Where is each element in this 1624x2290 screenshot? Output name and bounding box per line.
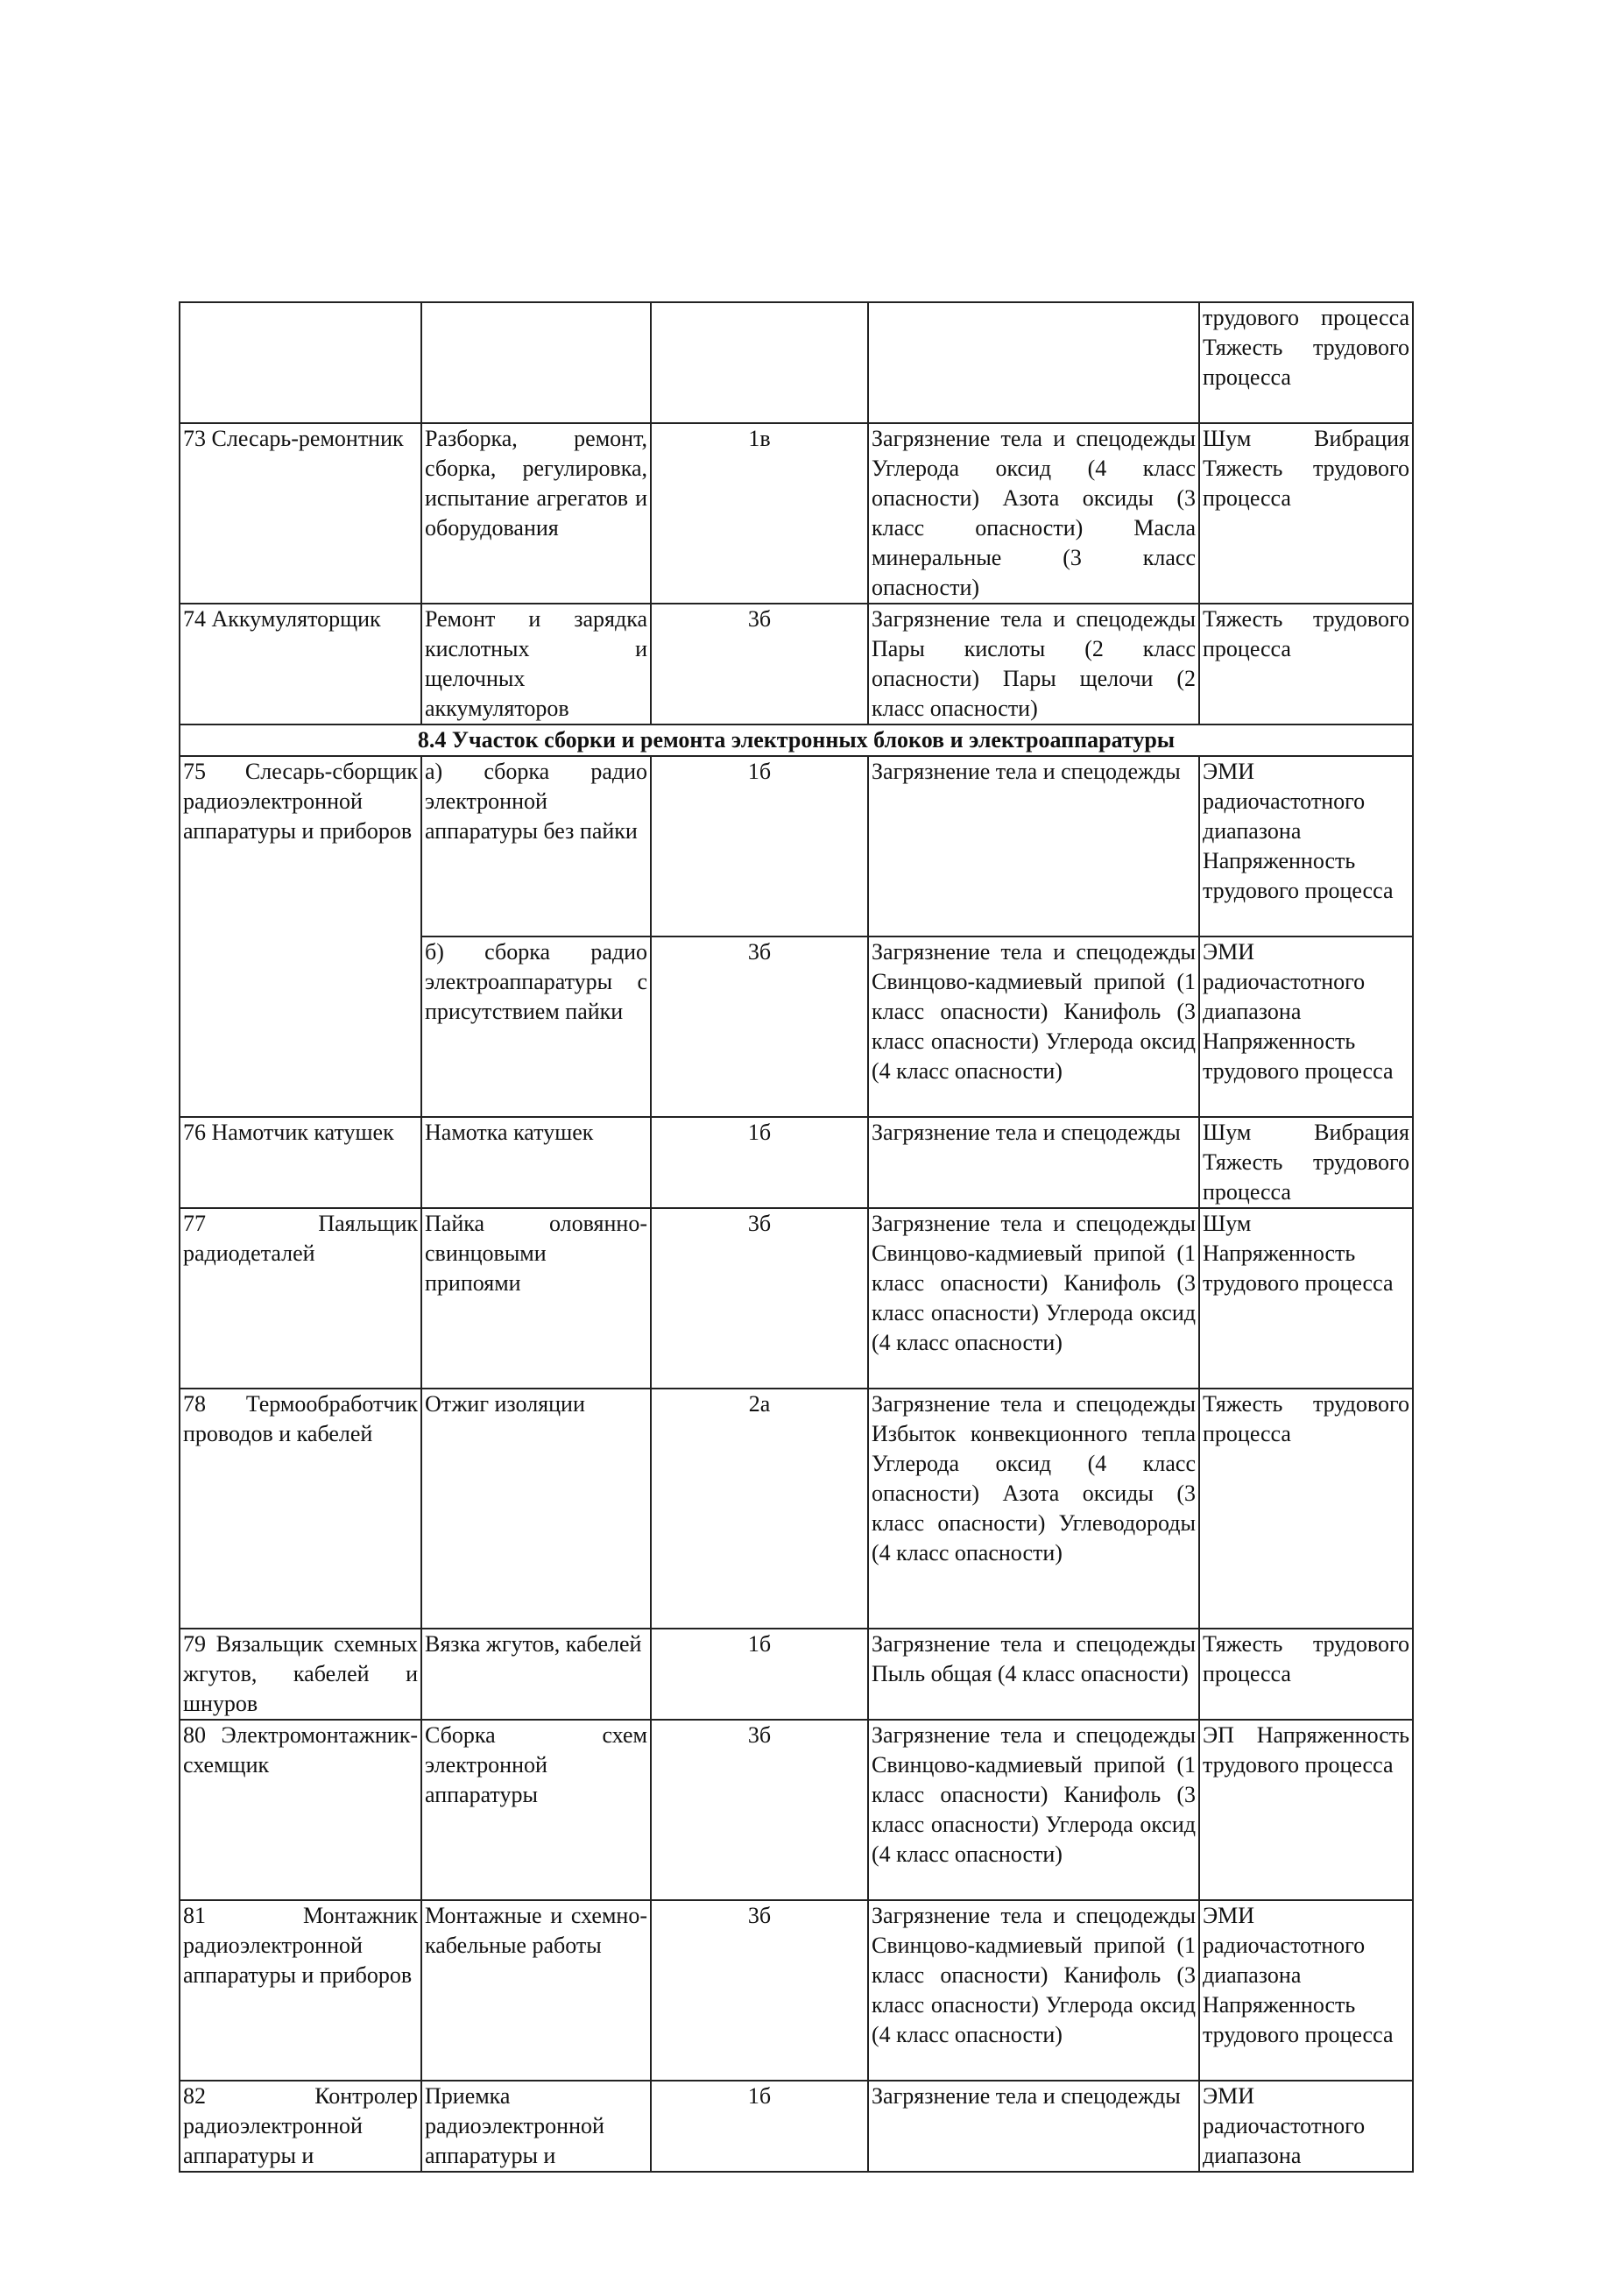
factors-cell: трудового процесса Тяжесть трудового процесса [1199, 302, 1413, 423]
table-row [180, 1389, 1413, 1629]
table-row [180, 1629, 1413, 1720]
factors-cell: ЭМИ радиочастотного диапазона Напряженность трудового процесса [1199, 756, 1413, 936]
factors-cell: Тяжесть трудового процесса [1199, 1629, 1413, 1720]
table-row [180, 423, 1413, 604]
code-cell: 1б [651, 756, 868, 936]
profession-cell [180, 302, 421, 423]
profession-cell: 79 Вязальщик схемных жгутов, кабелей и шнуров [180, 1629, 421, 1720]
pollution-cell: Загрязнение тела и спецодежды [868, 2081, 1199, 2172]
profession-cell: 81 Монтажник радиоэлектронной аппаратуры и приборов [180, 1900, 421, 2081]
work-cell: Ремонт и зарядка кислотных и щелочных аккумуляторов [421, 604, 651, 724]
profession-cell: 73 Слесарь-ремонтник [180, 423, 421, 604]
factors-cell: ЭМИ радиочастотного диапазона [1199, 2081, 1413, 2172]
profession-cell: 80 Электромонтажник-схемщик [180, 1720, 421, 1900]
factors-cell: ЭП Напряженность трудового процесса [1199, 1720, 1413, 1900]
work-cell: Пайка оловянно-свинцовыми припоями [421, 1208, 651, 1389]
code-cell: 1б [651, 1629, 868, 1720]
work-cell: Приемка радиоэлектронной аппаратуры и [421, 2081, 651, 2172]
work-cell: Разборка, ремонт, сборка, регулировка, испытание агрегатов и оборудования [421, 423, 651, 604]
work-cell: Сборка схем электронной аппаратуры [421, 1720, 651, 1900]
section-row [180, 724, 1413, 756]
code-cell: 1б [651, 1117, 868, 1208]
profession-cell: 74 Аккумуляторщик [180, 604, 421, 724]
profession-cell: 76 Намотчик катушек [180, 1117, 421, 1208]
pollution-cell: Загрязнение тела и спецодежды Углерода оксид (4 класс опасности) Азота оксиды (3 класс опасности) Масла минеральные (3 класс опасности) [868, 423, 1199, 604]
profession-cell: 77 Паяльщик радиодеталей [180, 1208, 421, 1389]
pollution-cell: Загрязнение тела и спецодежды Пыль общая (4 класс опасности) [868, 1629, 1199, 1720]
code-cell: 3б [651, 1720, 868, 1900]
factors-cell: Шум Вибрация Тяжесть трудового процесса [1199, 1117, 1413, 1208]
work-cell: а) сборка радио электронной аппаратуры без пайки [421, 756, 651, 936]
code-cell: 3б [651, 1900, 868, 2081]
pollution-cell: Загрязнение тела и спецодежды Свинцово-кадмиевый припой (1 класс опасности) Канифоль (3 класс опасности) Углерода оксид (4 класс опасности) [868, 936, 1199, 1117]
table-row [180, 756, 1413, 936]
work-cell: Монтажные и схемно-кабельные работы [421, 1900, 651, 2081]
factors-cell: Тяжесть трудового процесса [1199, 604, 1413, 724]
code-cell: 2а [651, 1389, 868, 1629]
pollution-cell: Загрязнение тела и спецодежды Свинцово-кадмиевый припой (1 класс опасности) Канифоль (3 класс опасности) Углерода оксид (4 класс опасности) [868, 1900, 1199, 2081]
section-title: 8.4 Участок сборки и ремонта электронных блоков и электроаппаратуры [180, 724, 1413, 756]
factors-cell: ЭМИ радиочастотного диапазона Напряженность трудового процесса [1199, 936, 1413, 1117]
code-cell: 3б [651, 936, 868, 1117]
pollution-cell: Загрязнение тела и спецодежды [868, 756, 1199, 936]
pollution-cell: Загрязнение тела и спецодежды Избыток конвекционного тепла Углерода оксид (4 класс опасности) Азота оксиды (3 класс опасности) Углеводороды (4 класс опасности) [868, 1389, 1199, 1629]
profession-cell: 78 Термообработчик проводов и кабелей [180, 1389, 421, 1629]
code-cell: 3б [651, 1208, 868, 1389]
work-cell: Отжиг изоляции [421, 1389, 651, 1629]
factors-cell: Тяжесть трудового процесса [1199, 1389, 1413, 1629]
work-cell: Намотка катушек [421, 1117, 651, 1208]
code-cell: 1б [651, 2081, 868, 2172]
factors-cell: Шум Вибрация Тяжесть трудового процесса [1199, 423, 1413, 604]
table-row [180, 302, 1413, 423]
table-row [180, 2081, 1413, 2172]
code-cell: 1в [651, 423, 868, 604]
pollution-cell: Загрязнение тела и спецодежды Свинцово-кадмиевый припой (1 класс опасности) Канифоль (3 класс опасности) Углерода оксид (4 класс опасности) [868, 1208, 1199, 1389]
pollution-cell: Загрязнение тела и спецодежды Свинцово-кадмиевый припой (1 класс опасности) Канифоль (3 класс опасности) Углерода оксид (4 класс опасности) [868, 1720, 1199, 1900]
table-row [180, 1720, 1413, 1900]
table-row [180, 604, 1413, 724]
pollution-cell [868, 302, 1199, 423]
code-cell: 3б [651, 604, 868, 724]
table-row [180, 1208, 1413, 1389]
work-cell: б) сборка радио электроаппаратуры с присутствием пайки [421, 936, 651, 1117]
table-row [180, 1117, 1413, 1208]
profession-cell: 75 Слесарь-сборщик радиоэлектронной аппаратуры и приборов [180, 756, 421, 1117]
table-row [180, 1900, 1413, 2081]
code-cell [651, 302, 868, 423]
work-cell: Вязка жгутов, кабелей [421, 1629, 651, 1720]
work-cell [421, 302, 651, 423]
factors-cell: ЭМИ радиочастотного диапазона Напряженность трудового процесса [1199, 1900, 1413, 2081]
profession-cell: 82 Контролер радиоэлектронной аппаратуры и [180, 2081, 421, 2172]
pollution-cell: Загрязнение тела и спецодежды [868, 1117, 1199, 1208]
factors-cell: Шум Напряженность трудового процесса [1199, 1208, 1413, 1389]
hazard-table [179, 301, 1414, 2173]
pollution-cell: Загрязнение тела и спецодежды Пары кислоты (2 класс опасности) Пары щелочи (2 класс опасности) [868, 604, 1199, 724]
